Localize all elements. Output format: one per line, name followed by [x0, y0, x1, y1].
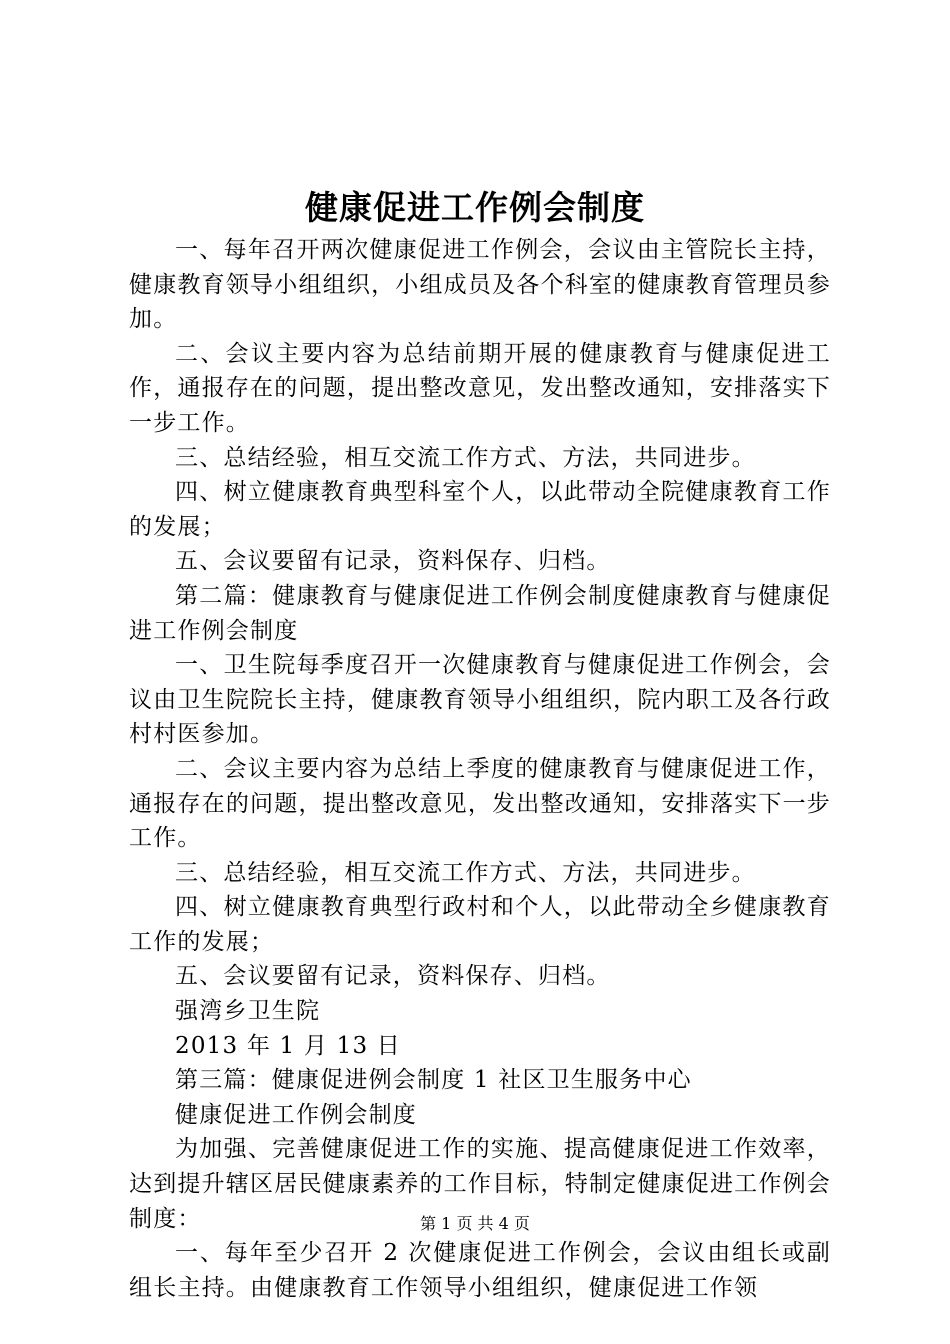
paragraph-6: 一、卫生院每季度召开一次健康教育与健康促进工作例会，会议由卫生院院长主持，健康教育领导小组组织，院内职工及各行政村村医参加。	[129, 652, 831, 748]
page-footer: 第 1 页 共 4 页	[420, 1214, 530, 1233]
page-title: 健康促进工作例会制度	[305, 188, 645, 227]
subsection-title: 健康促进工作例会制度	[175, 1101, 417, 1128]
paragraph-12: 一、每年至少召开 2 次健康促进工作例会，会议由组长或副组长主持。由健康教育工作领导小组组织，健康促进工作领	[129, 1240, 831, 1301]
paragraph-11: 为加强、完善健康促进工作的实施、提高健康促进工作效率，达到提升辖区居民健康素养的工作目标，特制定健康促进工作例会制度：	[129, 1136, 831, 1232]
paragraph-9: 四、树立健康教育典型行政村和个人，以此带动全乡健康教育工作的发展；	[129, 894, 831, 955]
section-heading-part-two: 第二篇：健康教育与健康促进工作例会制度健康教育与健康促进工作例会制度	[129, 582, 831, 644]
document-body	[129, 233, 831, 1305]
paragraph-2: 二、会议主要内容为总结前期开展的健康教育与健康促进工作，通报存在的问题，提出整改意见，发出整改通知，安排落实下一步工作。	[129, 340, 831, 436]
paragraph-10: 五、会议要留有记录，资料保存、归档。	[175, 963, 611, 990]
paragraph-5: 五、会议要留有记录，资料保存、归档。	[175, 548, 611, 575]
signature-date: 2013 年 1 月 13 日	[175, 1032, 401, 1059]
paragraph-7: 二、会议主要内容为总结上季度的健康教育与健康促进工作，通报存在的问题，提出整改意见，发出整改通知，安排落实下一步工作。	[129, 755, 831, 852]
paragraph-1: 一、每年召开两次健康促进工作例会，会议由主管院长主持，健康教育领导小组组织，小组成员及各个科室的健康教育管理员参加。	[129, 237, 831, 333]
signature-organization: 强湾乡卫生院	[175, 998, 321, 1025]
paragraph-3: 三、总结经验，相互交流工作方式、方法，共同进步。	[175, 444, 756, 471]
paragraph-4: 四、树立健康教育典型科室个人，以此带动全院健康教育工作的发展；	[129, 479, 831, 540]
paragraph-8: 三、总结经验，相互交流工作方式、方法，共同进步。	[175, 859, 756, 886]
section-heading-part-three: 第三篇：健康促进例会制度 1 社区卫生服务中心	[175, 1067, 692, 1094]
